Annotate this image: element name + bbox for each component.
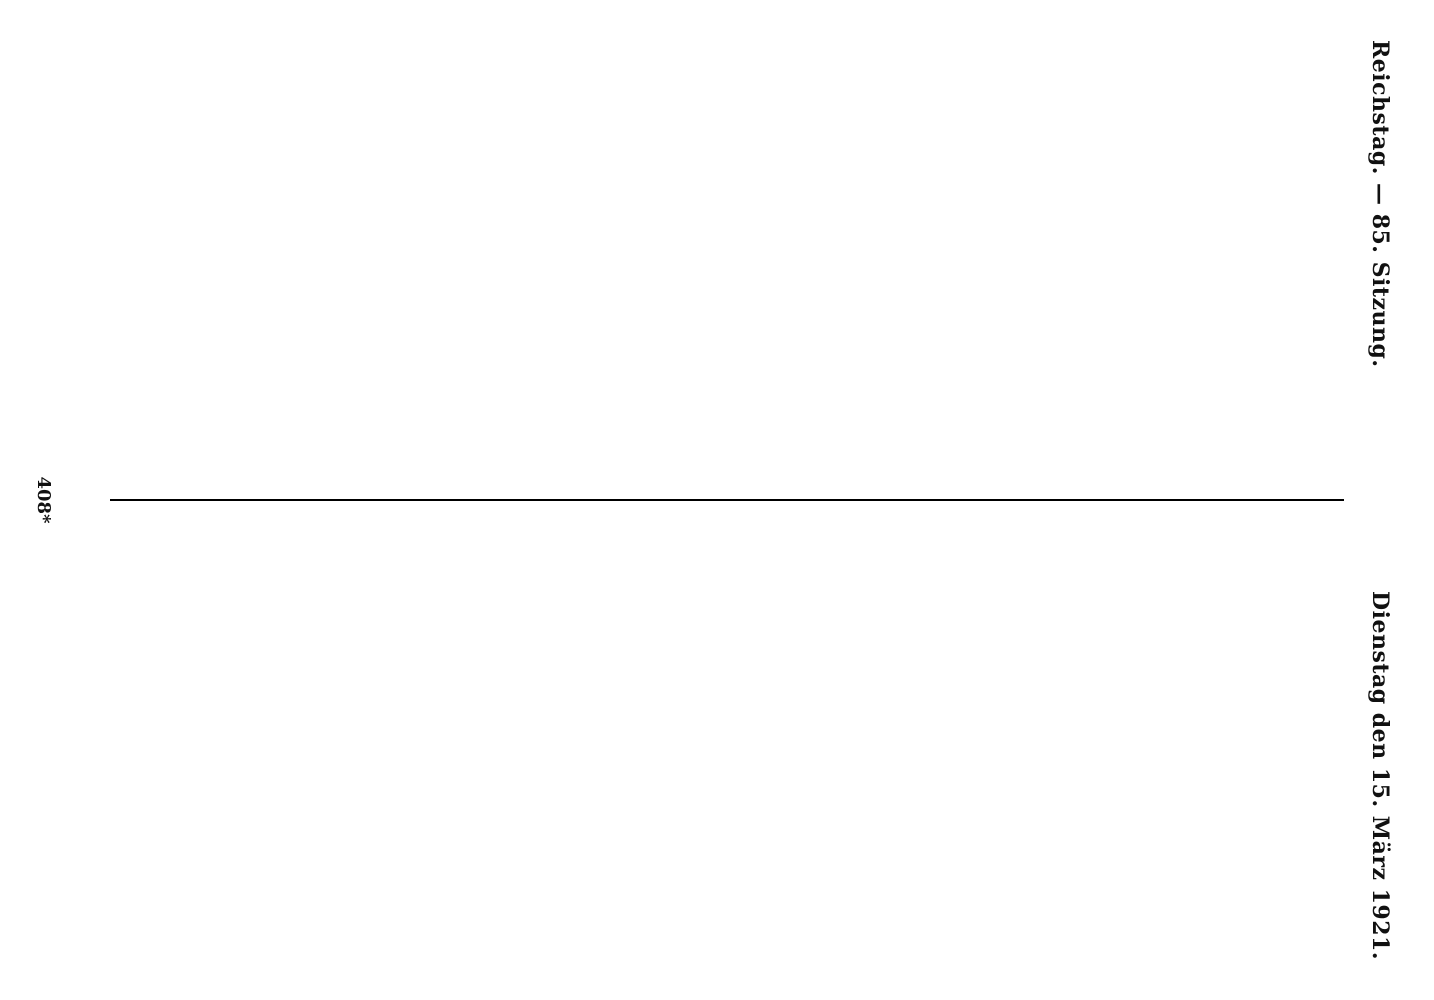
header-left: Reichstag. — 85. Sitzung. (1367, 40, 1393, 368)
page-marker: 408* (33, 476, 55, 524)
header-line (1360, 40, 1400, 960)
left-column (90, 40, 1348, 477)
footer-line (30, 40, 58, 960)
right-column (90, 523, 1348, 960)
columns (90, 40, 1348, 960)
header-right: Dienstag den 15. März 1921. (1367, 591, 1393, 960)
column-separator (110, 499, 1344, 501)
